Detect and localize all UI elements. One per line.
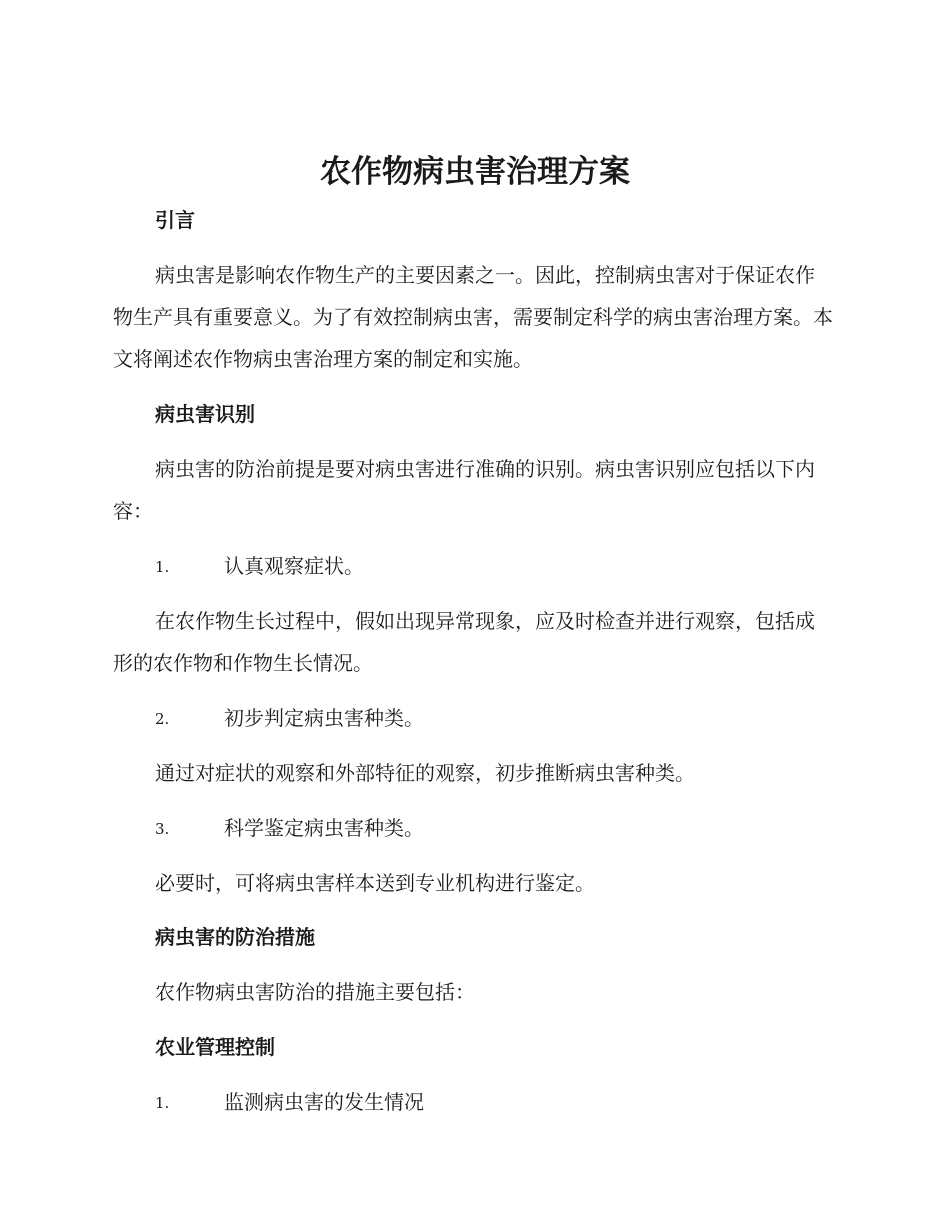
list-item-text: 认真观察症状。	[224, 554, 364, 578]
document-title: 农作物病虫害治理方案	[320, 154, 630, 190]
section-heading-identification: 病虫害识别	[155, 402, 255, 426]
intro-paragraph: 病虫害是影响农作物生产的主要因素之一。因此，控制病虫害对于保证农作物生产具有重要意义。为了有效控制病虫害，需要制定科学的病虫害治理方案。本文将阐述农作物病虫害治理方案的制定和实施。	[113, 263, 833, 371]
list-item-number: 3.	[155, 820, 170, 838]
list-item-number: 1.	[155, 558, 170, 576]
prevention-paragraph: 农作物病虫害防治的措施主要包括：	[155, 980, 475, 1004]
list-item-detail: 必要时，可将病虫害样本送到专业机构进行鉴定。	[155, 871, 595, 895]
list-item-text: 监测病虫害的发生情况	[224, 1090, 424, 1114]
list-item-detail: 通过对症状的观察和外部特征的观察，初步推断病虫害种类。	[155, 761, 695, 785]
list-item-text: 初步判定病虫害种类。	[224, 706, 424, 730]
identification-paragraph: 病虫害的防治前提是要对病虫害进行准确的识别。病虫害识别应包括以下内容：	[113, 457, 815, 523]
section-heading-agricultural-control: 农业管理控制	[155, 1035, 275, 1059]
section-heading-prevention: 病虫害的防治措施	[155, 925, 315, 949]
list-item-number: 1.	[155, 1094, 170, 1112]
list-item-number: 2.	[155, 710, 170, 728]
section-heading-intro: 引言	[155, 208, 195, 232]
list-item-text: 科学鉴定病虫害种类。	[224, 816, 424, 840]
list-item-detail: 在农作物生长过程中，假如出现异常现象，应及时检查并进行观察，包括成形的农作物和作物生长情况。	[113, 609, 815, 675]
